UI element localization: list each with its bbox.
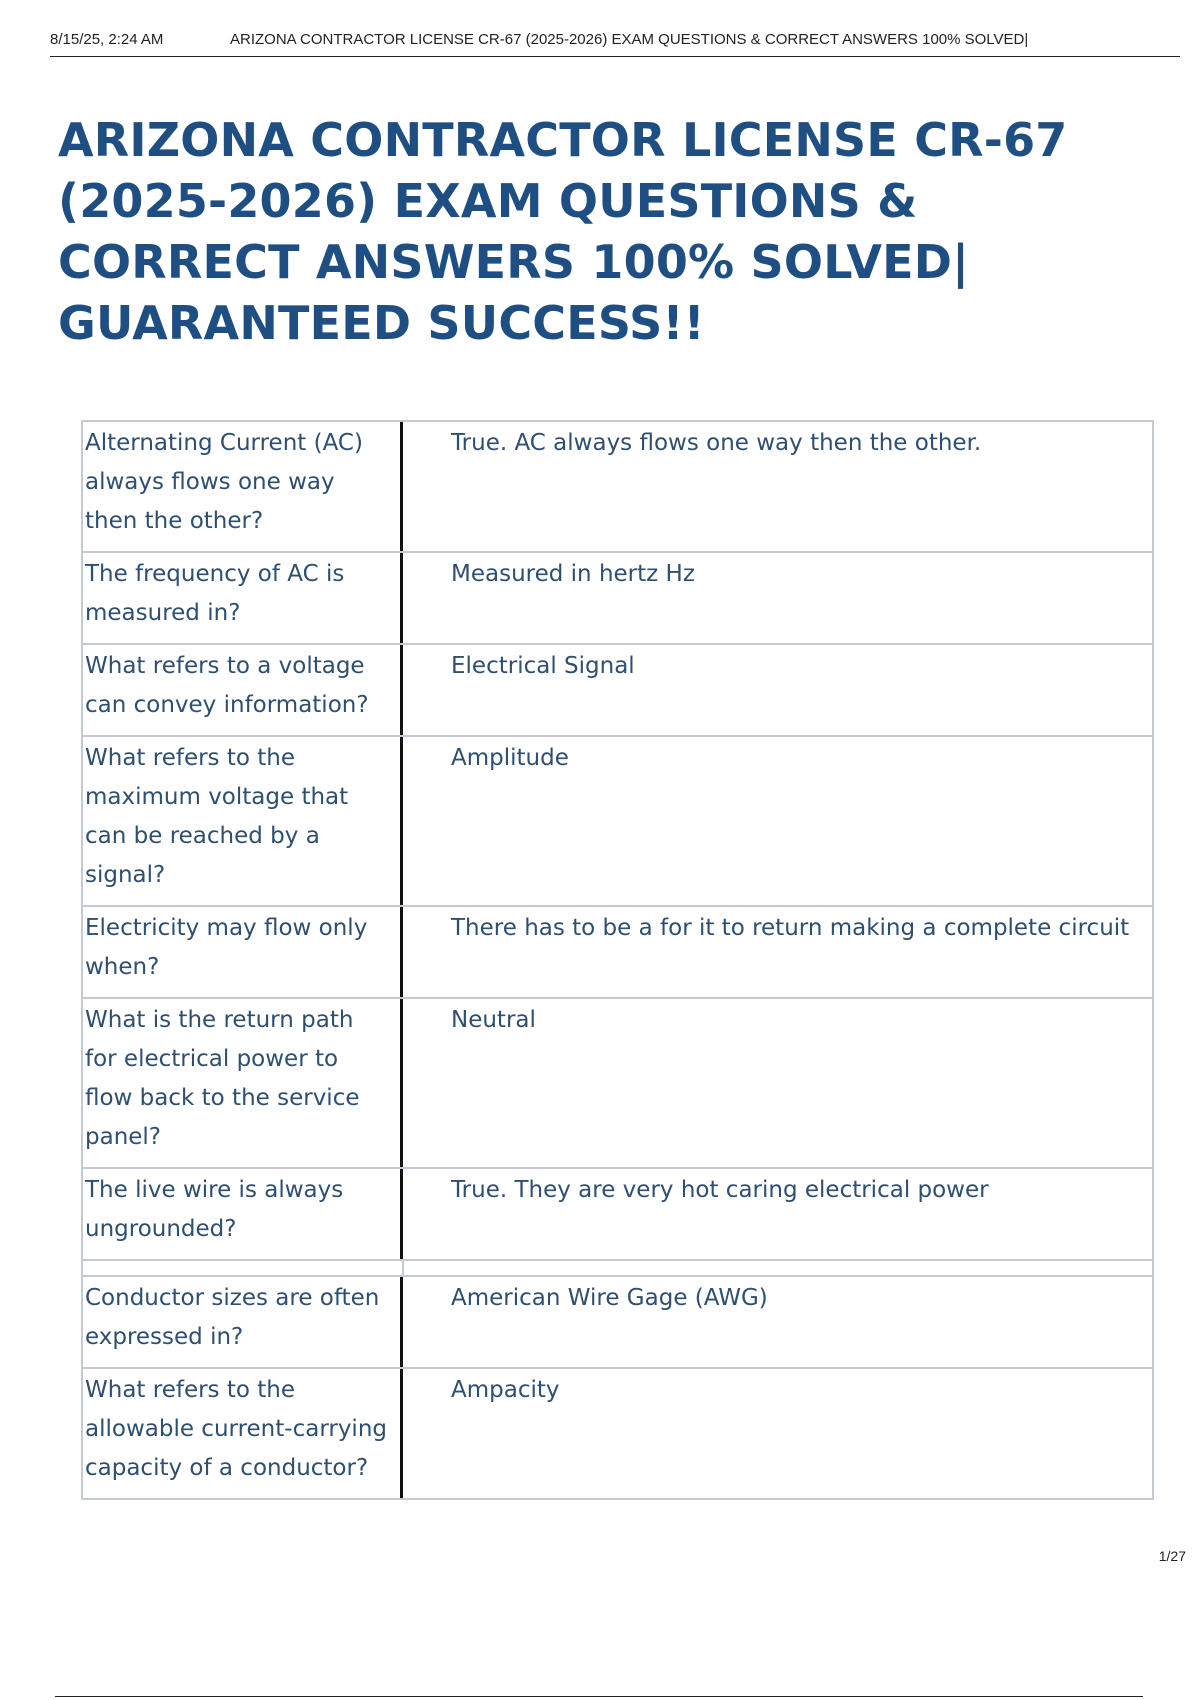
table-row <box>82 1276 1153 1368</box>
question-cell <box>82 998 403 1168</box>
question-cell <box>82 644 403 736</box>
question-text: Conductor sizes are often expressed in? <box>83 1277 403 1367</box>
answer-cell: Ampacity <box>403 1368 1153 1499</box>
question-cell <box>82 421 403 552</box>
print-datetime: 8/15/25, 2:24 AM <box>50 31 164 48</box>
answer-cell: Electrical Signal <box>403 644 1153 736</box>
question-text: Alternating Current (AC) always flows one way then the other? <box>83 422 403 551</box>
table-row <box>82 644 1153 736</box>
question-text: The frequency of AC is measured in? <box>83 553 403 643</box>
answer-cell: Amplitude <box>403 736 1153 906</box>
question-cell <box>82 552 403 644</box>
question-text: Electricity may flow only when? <box>83 907 403 997</box>
spacer-cell <box>403 1260 1153 1276</box>
question-cell <box>82 736 403 906</box>
question-text: What refers to the maximum voltage that can be reached by a signal? <box>83 737 403 905</box>
question-cell <box>82 1368 403 1499</box>
question-cell <box>82 1276 403 1368</box>
qa-table <box>81 420 1154 1500</box>
question-text: The live wire is always ungrounded? <box>83 1169 403 1259</box>
answer-cell: Measured in hertz Hz <box>403 552 1153 644</box>
print-header <box>50 28 1180 57</box>
page-title: ARIZONA CONTRACTOR LICENSE CR-67 (2025-2026) EXAM QUESTIONS & CORRECT ANSWERS 100% SOLVED| GUARANTEED SUCCESS!! <box>58 113 1068 350</box>
spacer-cell <box>82 1260 403 1276</box>
table-spacer-row <box>82 1260 1153 1276</box>
table-row <box>82 736 1153 906</box>
print-doc-title: ARIZONA CONTRACTOR LICENSE CR-67 (2025-2026) EXAM QUESTIONS & CORRECT ANSWERS 100% SOLVED| <box>230 31 1029 48</box>
answer-cell: Neutral <box>403 998 1153 1168</box>
question-text: What refers to a voltage can convey information? <box>83 645 403 735</box>
table-row <box>82 552 1153 644</box>
table-row <box>82 1368 1153 1499</box>
question-cell <box>82 1168 403 1260</box>
answer-cell: True. They are very hot caring electrical power <box>403 1168 1153 1260</box>
footer-divider <box>55 1696 1143 1697</box>
answer-cell: True. AC always flows one way then the other. <box>403 421 1153 552</box>
question-cell <box>82 906 403 998</box>
table-row <box>82 421 1153 552</box>
page-number: 1/27 <box>1158 1548 1186 1564</box>
question-text: What refers to the allowable current-carrying capacity of a conductor? <box>83 1369 403 1498</box>
table-row <box>82 1168 1153 1260</box>
answer-cell: American Wire Gage (AWG) <box>403 1276 1153 1368</box>
table-row <box>82 906 1153 998</box>
question-text: What is the return path for electrical power to flow back to the service panel? <box>83 999 403 1167</box>
answer-cell: There has to be a for it to return making a complete circuit <box>403 906 1153 998</box>
table-row <box>82 998 1153 1168</box>
